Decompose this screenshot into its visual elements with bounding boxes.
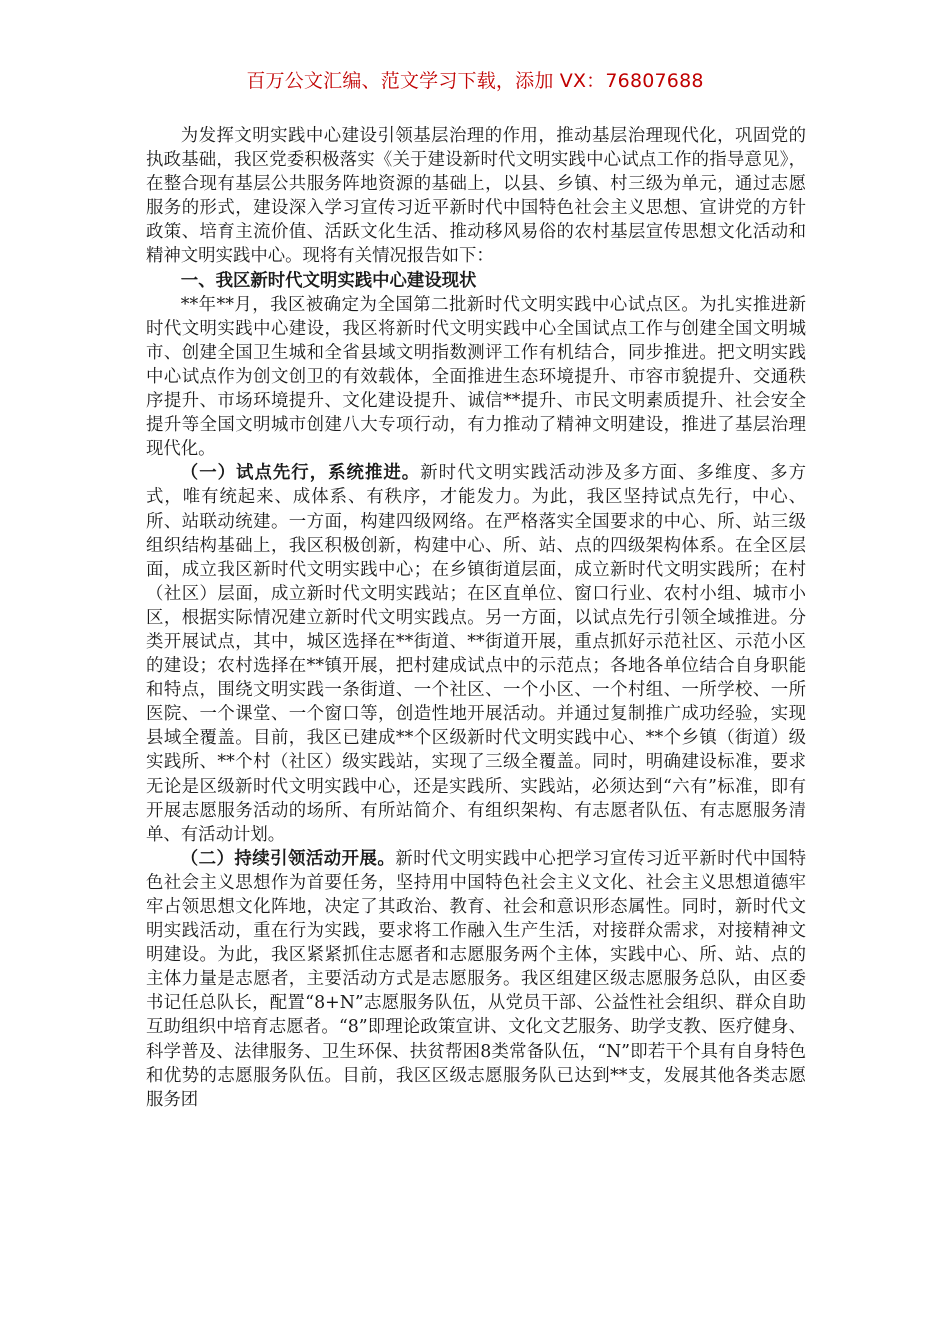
section-paragraph: **年**月，我区被确定为全国第二批新时代文明实践中心试点区。为扎实推进新时代文明实践中心建设，我区将新时代文明实践中心全国试点工作与创建全国文明城市、创建全国卫生城和全省县域文明指数测评工作有机结合，同步推进。把文明实践中心试点作为创文创卫的有效载体，全面推进生态环境提升、市容市貌提升、交通秩序提升、市场环境提升、文化建设提升、诚信**提升、市民文明素质提升、社会安全提升等全国文明城市创建八大专项行动，有力推动了精神文明建设，推进了基层治理现代化。 xyxy=(146,294,806,460)
watermark-header: 百万公文汇编、范文学习下载，添加 VX：76807688 xyxy=(246,70,704,92)
subsection-1-lead: （一）试点先行，系统推进。 xyxy=(180,463,421,484)
section-heading: 一、我区新时代文明实践中心建设现状 xyxy=(180,270,477,291)
subsection-2-body: 新时代文明实践中心把学习宣传习近平新时代中国特色社会主义思想作为首要任务，坚持用中国特色社会主义文化、社会主义思想道德牢牢占领思想文化阵地，决定了其政治、教育、社会和意识形态属性。同时，新时代文明实践活动，重在行为实践，要求将工作融入生产生活，对接群众需求，对接精神文明建设。为此，我区紧紧抓住志愿者和志愿服务两个主体，实践中心、所、站、点的主体力量是志愿者，主要活动方式是志愿服务。我区组建区级志愿服务总队，由区委书记任总队长，配置“8+N”志愿服务队伍，从党员干部、公益性社会组织、群众自助互助组织中培育志愿者。“8”即理论政策宣讲、文化文艺服务、助学支教、医疗健身、科学普及、法律服务、卫生环保、扶贫帮困8类常备队伍，“N”即若干个具有自身特色和优势的志愿服务队伍。目前，我区区级志愿服务队已达到**支，发展其他各类志愿服务团 xyxy=(146,848,806,1110)
subsection-1-paragraph xyxy=(146,461,806,847)
subsection-1-body: 新时代文明实践活动涉及多方面、多维度、多方式，唯有统起来、成体系、有秩序，才能发力。为此，我区坚持试点先行，中心、所、站联动统建。一方面，构建四级网络。在严格落实全国要求的中心、所、站三级组织结构基础上，我区积极创新，构建中心、所、站、点的四级架构体系。在全区层面，成立我区新时代文明实践中心；在乡镇街道层面，成立新时代文明实践所；在村（社区）层面，成立新时代文明实践站；在区直单位、窗口行业、农村小组、城市小区，根据实际情况建立新时代文明实践点。另一方面，以试点先行引领全域推进。分类开展试点，其中，城区选择在**街道、**街道开展，重点抓好示范社区、示范小区的建设；农村选择在**镇开展，把村建成试点中的示范点；各地各单位结合自身职能和特点，围绕文明实践一条街道、一个社区、一个小区、一个村组、一所学校、一所医院、一个课堂、一个窗口等，创造性地开展活动。并通过复制推广成功经验，实现县域全覆盖。目前，我区已建成**个区级新时代文明实践中心、**个乡镇（街道）级实践所、**个村（社区）级实践站，实现了三级全覆盖。同时，明确建设标准，要求无论是区级新时代文明实践中心，还是实践所、实践站，必须达到“六有”标准，即有开展志愿服务活动的场所、有所站简介、有组织架构、有志愿者队伍、有志愿服务清单、有活动计划。 xyxy=(146,463,806,845)
intro-paragraph: 为发挥文明实践中心建设引领基层治理的作用，推动基层治理现代化，巩固党的执政基础，我区党委积极落实《关于建设新时代文明实践中心试点工作的指导意见》，在整合现有基层公共服务阵地资源的基础上，以县、乡镇、村三级为单元，通过志愿服务的形式，建设深入学习宣传习近平新时代中国特色社会主义思想、宣讲党的方针政策、培育主流价值、活跃文化生活、推动移风易俗的农村基层宣传思想文化活动和精神文明实践中心。现将有关情况报告如下： xyxy=(146,126,806,267)
document-body xyxy=(146,124,806,1112)
subsection-2-lead: （二）持续引领活动开展。 xyxy=(180,848,396,869)
subsection-2-paragraph xyxy=(146,847,806,1112)
